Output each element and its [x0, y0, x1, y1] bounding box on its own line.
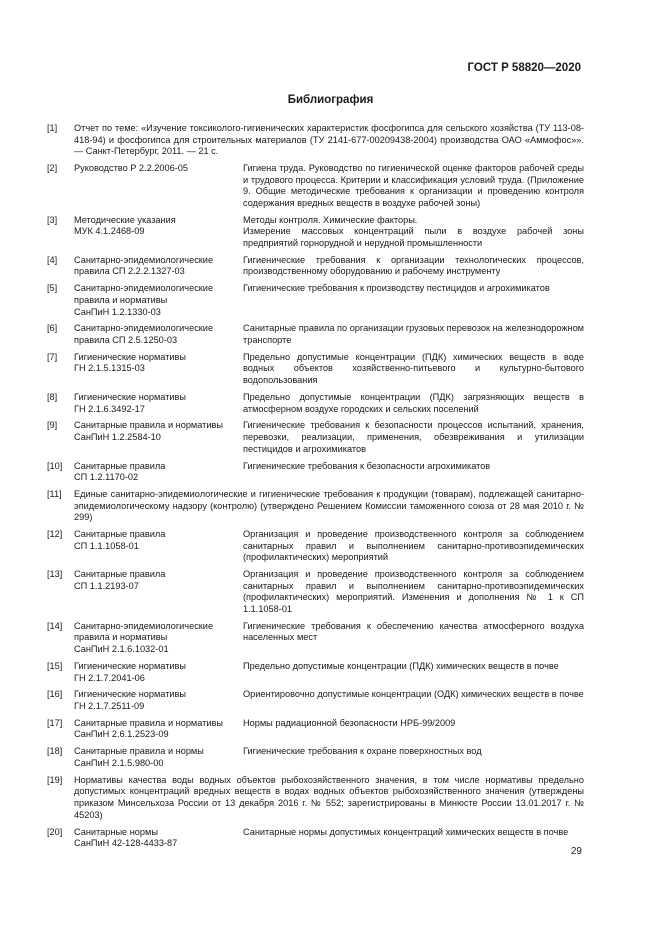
bibliography-entry [47, 689, 584, 712]
entry-description: Организация и проведение производственного контроля за соблюдением санитарных правил и выполнением санитарно-противоэпидемических (профилактических) мероприятий. Изменения и дополнения № 1 к СП 1.1.1058-01 [243, 569, 584, 614]
entry-description: Предельно допустимые концентрации (ПДК) химических веществ в воде водных объектов хозяйственно-питьевого и культурно-бытового водопользования [243, 351, 584, 386]
entry-source: Санитарно-эпидемиологические правила СП 2.5.1250-03 [74, 323, 214, 345]
entry-description: Предельно допустимые концентрации (ПДК) загрязняющих веществ в атмосферном воздухе городских и сельских поселений [243, 391, 584, 414]
entry-number: [11] [47, 489, 62, 499]
bibliography-entry [47, 352, 584, 387]
entry-number: [15] [47, 660, 63, 671]
entry-number: [2] [47, 163, 58, 174]
standard-code: ГОСТ Р 58820—2020 [467, 62, 581, 74]
entry-description: Организация и проведение производственного контроля за соблюдением санитарных правил и выполнением санитарно-противоэпидемических (профилактических) мероприятий [243, 529, 584, 563]
bibliography-entry [47, 529, 584, 564]
entry-description: Методы контроля. Химические факторы. Измерение массовых концентраций пыли в воздухе рабочей зоны предприятий горнорудной и нерудной промышленности [243, 214, 584, 248]
entry-source: Руководство Р 2.2.2006-05 [74, 163, 188, 174]
entry-source: Санитарные правила и нормативы СанПиН 2.6.1.2523-09 [74, 717, 223, 740]
bibliography-entry [47, 283, 584, 318]
entry-source: Гигиенические нормативы ГН 2.1.7.2511-09 [74, 689, 187, 711]
entry-source: Санитарные правила СП 1.1.1058-01 [74, 529, 166, 551]
entry-description: Гигиенические требования к производству пестицидов и агрохимикатов [243, 283, 550, 294]
entry-description: Ориентировочно допустимые концентрации (ОДК) химических веществ в почве [243, 689, 584, 700]
entry-description: Гигиенические требования к организации технологических процессов, производственному оборудованию и рабочему инструменту [243, 254, 584, 277]
entry-number: [9] [47, 420, 58, 431]
bibliography-entry [47, 420, 584, 455]
entry-source: Санитарные правила и нормы СанПиН 2.1.5.980-00 [74, 746, 204, 768]
entry-description: Предельно допустимые концентрации (ПДК) химических веществ в почве [243, 660, 559, 671]
entry-number: [6] [47, 323, 58, 334]
entry-source: Гигиенические нормативы ГН 2.1.5.1315-03 [74, 351, 187, 374]
entry-source: Санитарные нормы СанПиН 42-128-4433-87 [74, 826, 178, 849]
entry-description: Гигиена труда. Руководство по гигиенической оценке факторов рабочей среды и трудового процесса. Критерии и классификация условий труда. (Приложение 9. Общие методические требования к организации и проведению контроля содержания вредных веществ в воздухе рабочей зоны) [243, 163, 584, 208]
bibliography-entry [47, 323, 584, 346]
entry-text: Нормативы качества воды водных объектов рыбохозяйственного значения, в том числе нормативы предельно допустимых концентраций вредных веществ в водах водных объектов рыбохозяйственного значения (утверждены приказом Минсельхоза России от 13 декабря 2016 г. № 552; зарегистрированы в Минюсте России 13.01.2017 г. № 45203) [74, 774, 584, 820]
entry-source: Санитарные правила СП 1.1.2193-07 [74, 569, 166, 591]
entry-source: Гигиенические нормативы ГН 2.1.6.3492-17 [74, 391, 187, 414]
entry-source: Санитарные правила и нормативы СанПиН 1.2.2584-10 [74, 420, 223, 443]
entry-text: Отчет по теме: «Изучение токсиколого-гигиенических характеристик фосфогипса для сельского хозяйства (ТУ 113-08-418-94) и фосфогипса для строительных материалов (ТУ 2141-677-00209438-2004) производства ОАО «Аммофос»». — Санкт-Петербург, 2011. — 21 с. [74, 123, 584, 157]
entry-source: Методические указания МУК 4.1.2468-09 [74, 214, 176, 237]
page-title: Библиография [287, 94, 374, 106]
bibliography-entry [47, 215, 584, 250]
entry-number: [7] [47, 351, 58, 362]
entry-number: [8] [47, 391, 58, 402]
bibliography-entry [47, 569, 584, 615]
bibliography-entry [47, 718, 584, 741]
entry-text: Единые санитарно-эпидемиологические и гигиенические требования к продукции (товарам), подлежащей санитарно-эпидемиологическому надзору (контролю) (утверждено Решением Комиссии таможенного союза от 28 мая 2010 г. № 299) [74, 489, 584, 523]
bibliography-entry [47, 392, 584, 415]
bibliography-entry [47, 489, 584, 524]
entry-number: [10] [47, 460, 63, 471]
bibliography-entry [47, 621, 584, 656]
entry-number: [14] [47, 620, 63, 631]
entry-number: [13] [47, 569, 63, 580]
entry-description: Гигиенические требования к охране поверхностных вод [243, 746, 482, 757]
entry-description: Гигиенические требования к безопасности агрохимикатов [243, 460, 491, 471]
entry-description: Нормы радиационной безопасности НРБ-99/2009 [243, 717, 456, 728]
entry-number: [12] [47, 529, 63, 540]
entry-number: [17] [47, 717, 63, 728]
entry-number: [19] [47, 774, 63, 785]
entry-description: Гигиенические требования к безопасности процессов испытаний, хранения, перевозки, реализации, применения, обезвреживания и утилизации пестицидов и агрохимикатов [243, 420, 584, 454]
entry-number: [4] [47, 254, 58, 265]
bibliography-list [47, 123, 584, 855]
entry-number: [3] [47, 214, 58, 225]
entry-source: Санитарно-эпидемиологические правила и нормативы СанПиН 1.2.1330-03 [74, 283, 214, 317]
bibliography-entry [47, 163, 584, 209]
entry-source: Санитарно-эпидемиологические правила СП 2.2.2.1327-03 [74, 254, 214, 277]
entry-description: Гигиенические требования к обеспечению качества атмосферного воздуха населенных мест [243, 620, 584, 643]
entry-source: Гигиенические нормативы ГН 2.1.7.2041-06 [74, 660, 187, 683]
entry-number: [16] [47, 689, 63, 700]
entry-description: Санитарные правила по организации грузовых перевозок на железнодорожном транспорте [243, 323, 584, 345]
entry-number: [5] [47, 283, 58, 294]
entry-source: Санитарные правила СП 1.2.1170-02 [74, 460, 166, 483]
bibliography-entry [47, 461, 584, 484]
bibliography-entry [47, 123, 584, 158]
entry-source: Санитарно-эпидемиологические правила и нормативы СанПиН 2.1.6.1032-01 [74, 620, 214, 655]
entry-description: Санитарные нормы допустимых концентраций химических веществ в почве [243, 826, 569, 837]
bibliography-entry [47, 775, 584, 821]
bibliography-entry [47, 255, 584, 278]
page-number: 29 [570, 846, 582, 857]
bibliography-entry [47, 746, 584, 769]
bibliography-entry [47, 661, 584, 684]
bibliography-entry [47, 827, 584, 850]
entry-number: [20] [47, 826, 63, 837]
entry-number: [1] [47, 123, 58, 133]
entry-number: [18] [47, 746, 63, 757]
